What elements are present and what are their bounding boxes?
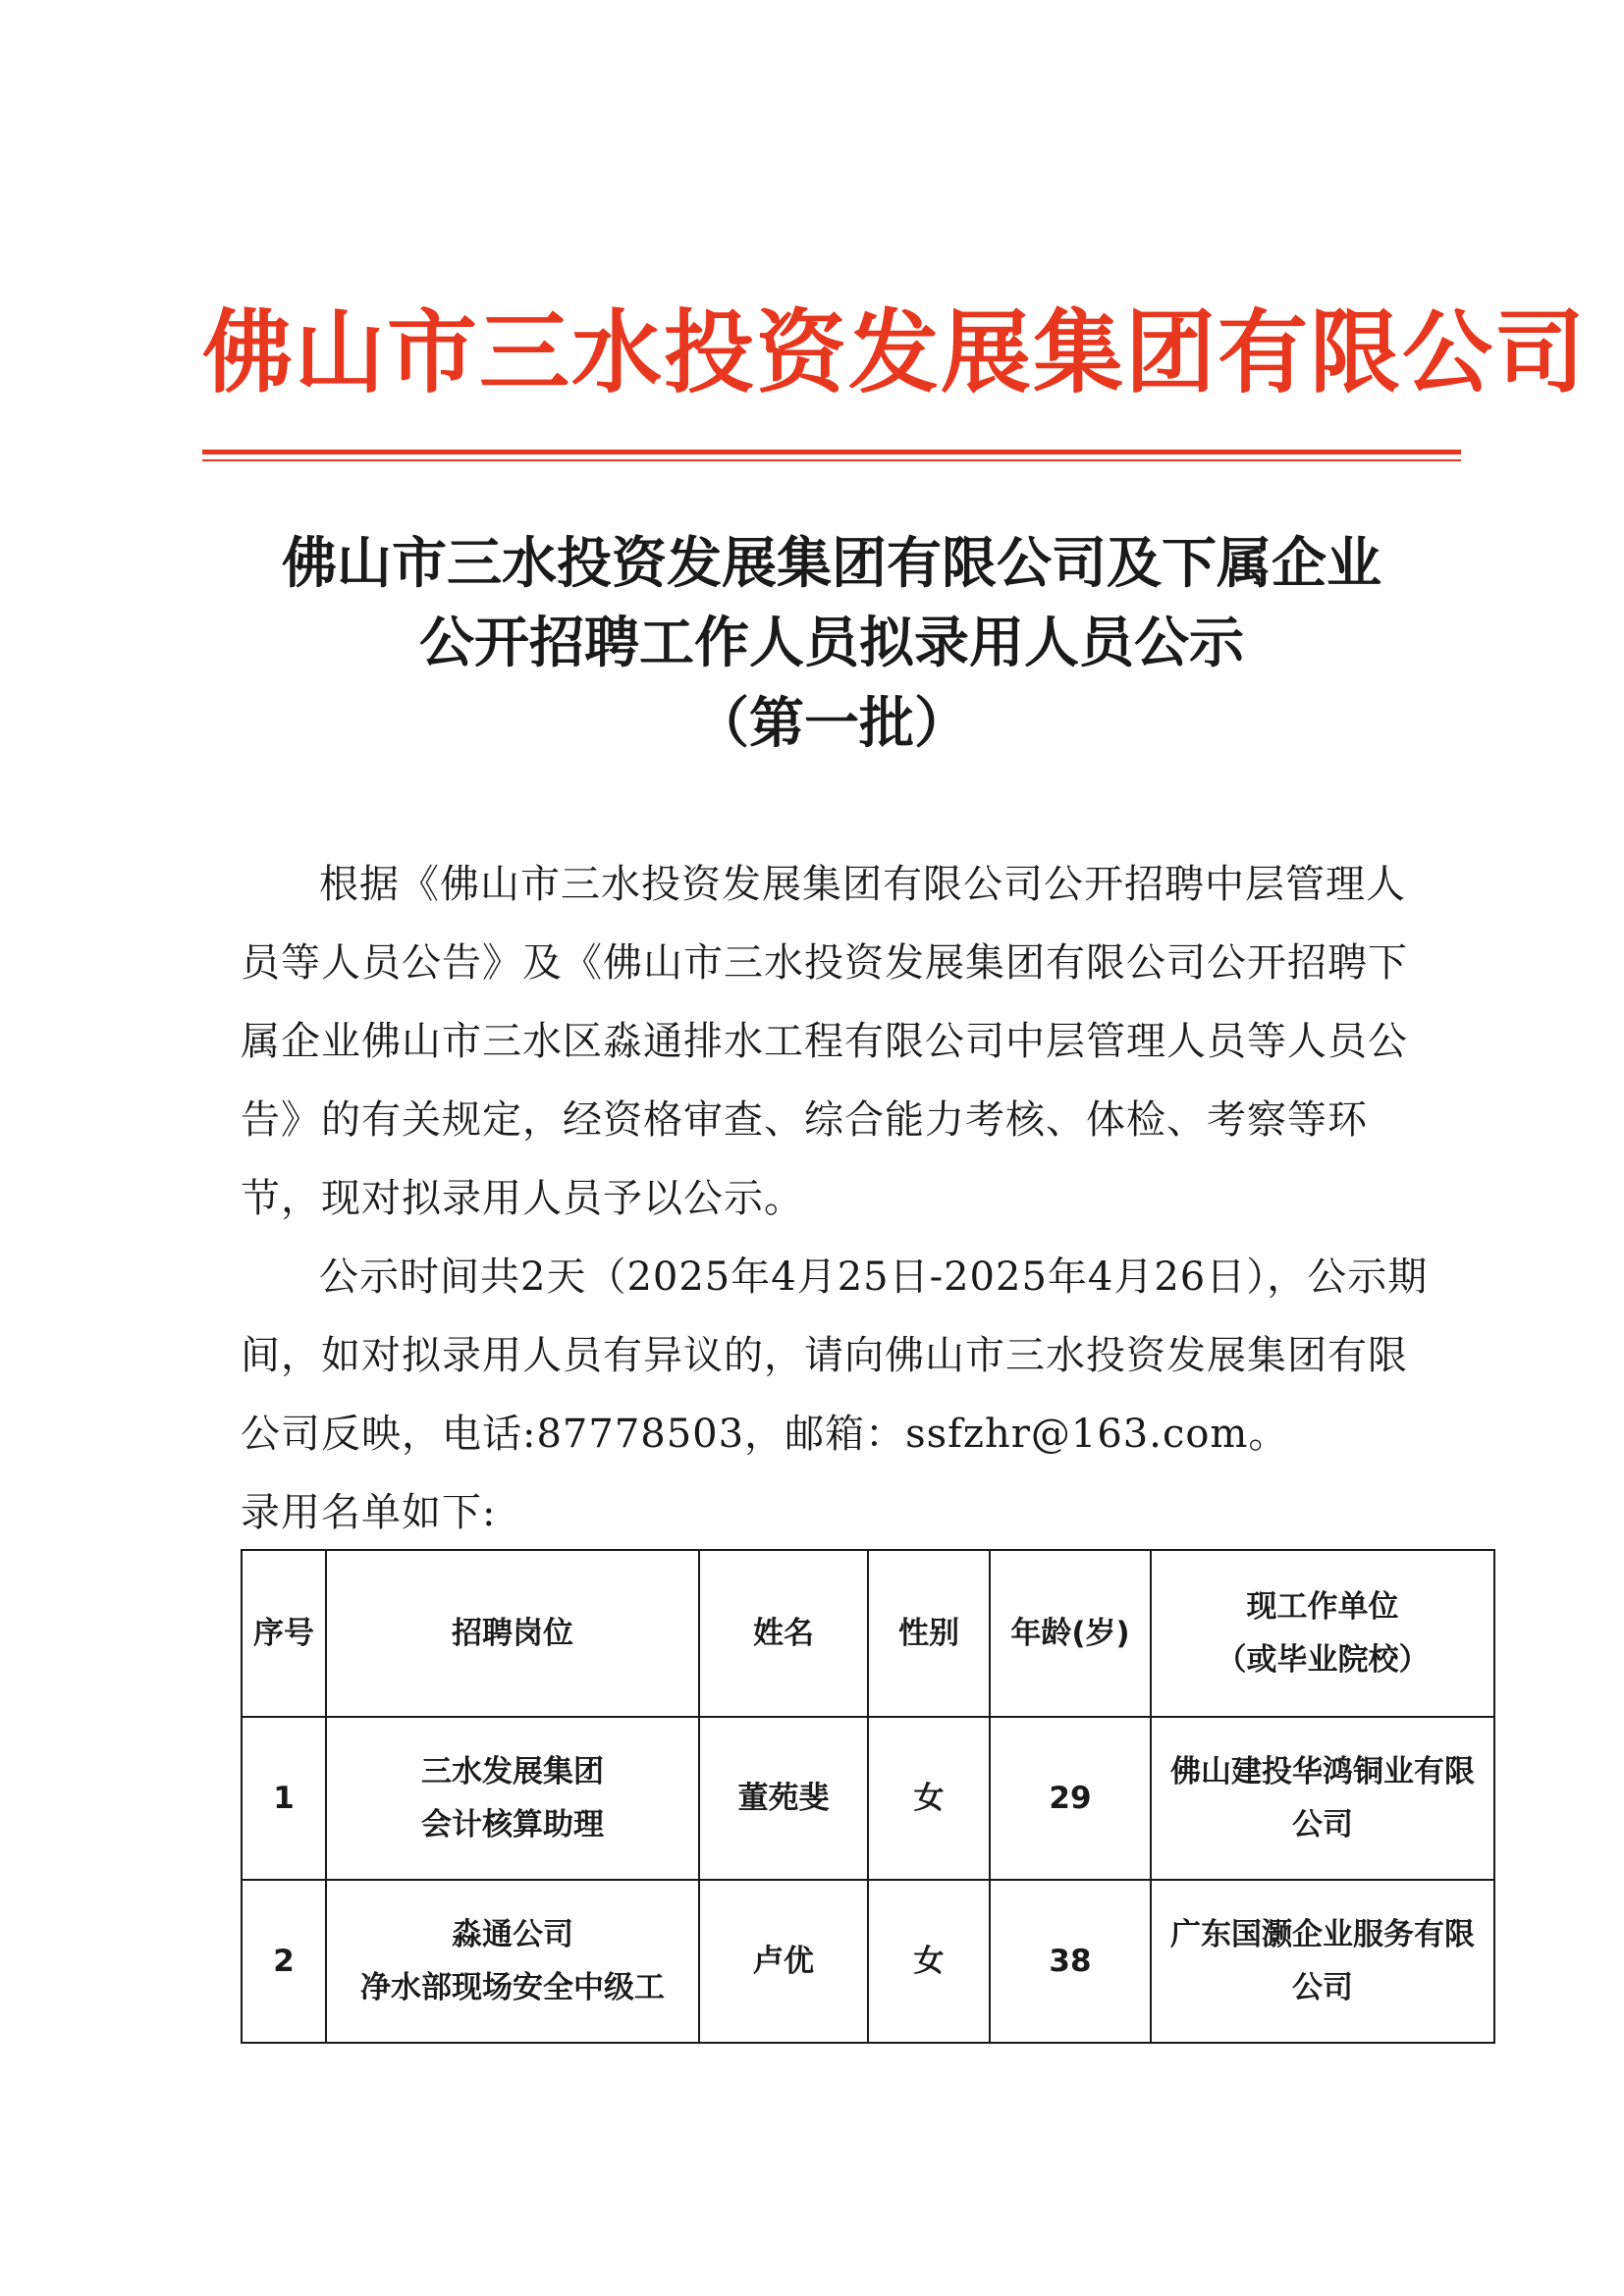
header-name: 姓名: [699, 1550, 868, 1717]
cell-gender: 女: [868, 1717, 990, 1880]
cell-employer-line-2: 公司: [1292, 1970, 1353, 2005]
cell-name: 卢优: [699, 1880, 868, 2043]
header-employer-line-2: （或毕业院校）: [1216, 1642, 1430, 1678]
cell-employer-line-2: 公司: [1292, 1807, 1353, 1842]
header-employer: [1151, 1550, 1494, 1717]
cell-gender: 女: [868, 1880, 990, 2043]
header-employer-line-1: 现工作单位: [1246, 1589, 1399, 1625]
cell-name: 董苑斐: [699, 1717, 868, 1880]
cell-position-line-2: 净水部现场安全中级工: [360, 1970, 665, 2005]
cell-index: 2: [242, 1880, 326, 2043]
notice-body: [241, 845, 1438, 1552]
list-caption: 录用名单如下:: [241, 1490, 497, 1535]
table-header-row: [242, 1550, 1494, 1717]
cell-age: 29: [990, 1717, 1151, 1880]
notice-title-line-1: 佛山市三水投资发展集团有限公司及下属企业: [282, 531, 1381, 596]
letterhead-red-rule-thin: [202, 459, 1461, 461]
cell-position-line-1: 淼通公司: [452, 1917, 573, 1952]
letterhead-red-rule: [202, 450, 1461, 454]
hire-roster-table: [241, 1549, 1495, 2044]
body-paragraph-basis: 根据《佛山市三水投资发展集团有限公司公开招聘中层管理人员等人员公告》及《佛山市三水投资发展集团有限公司公开招聘下属企业佛山市三水区淼通排水工程有限公司中层管理人员等人员公告》的有关规定，经资格审查、综合能力考核、体检、考察等环节，现对拟录用人员予以公示。: [241, 862, 1408, 1221]
header-gender: 性别: [868, 1550, 990, 1717]
cell-position-line-1: 三水发展集团: [421, 1754, 604, 1789]
cell-employer: [1151, 1717, 1494, 1880]
notice-title-line-2: 公开招聘工作人员拟录用人员公示: [419, 611, 1244, 675]
body-paragraph-publicity: 公示时间共2天（2025年4月25日-2025年4月26日），公示期间，如对拟录用人员有异议的，请向佛山市三水投资发展集团有限公司反映，电话:87778503，邮箱：ssfzhr@163.com。: [241, 1255, 1429, 1457]
table-row: [242, 1880, 1494, 2043]
notice-title-line-3: （第一批）: [694, 691, 969, 756]
header-index: 序号: [242, 1550, 326, 1717]
cell-age: 38: [990, 1880, 1151, 2043]
cell-employer-line-1: 广东国灏企业服务有限: [1170, 1917, 1475, 1952]
cell-index: 1: [242, 1717, 326, 1880]
cell-position: [326, 1717, 699, 1880]
letterhead-title: 佛山市三水投资发展集团有限公司: [202, 300, 1588, 405]
cell-employer: [1151, 1880, 1494, 2043]
header-age: 年龄(岁): [990, 1550, 1151, 1717]
cell-position-line-2: 会计核算助理: [421, 1807, 604, 1842]
cell-employer-line-1: 佛山建投华鸿铜业有限: [1170, 1754, 1475, 1789]
table-row: [242, 1717, 1494, 1880]
cell-position: [326, 1880, 699, 2043]
header-position: 招聘岗位: [326, 1550, 699, 1717]
